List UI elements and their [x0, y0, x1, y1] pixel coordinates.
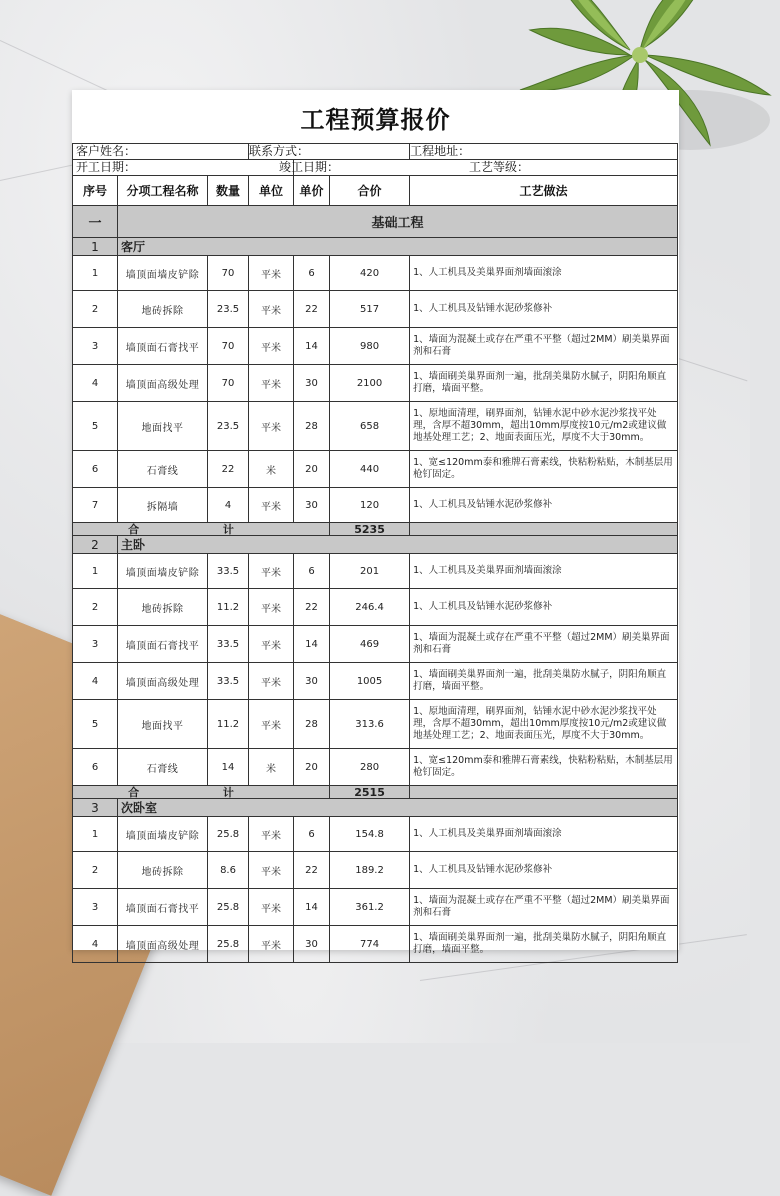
item-qty: 25.8 — [208, 889, 249, 926]
item-price: 22 — [294, 589, 330, 626]
quotation-sheet — [72, 90, 679, 955]
item-no: 2 — [73, 852, 118, 889]
item-no: 4 — [73, 663, 118, 700]
item-name: 墙顶面高级处理 — [118, 663, 208, 700]
item-no: 3 — [73, 626, 118, 663]
item-name: 墙顶面墙皮铲除 — [118, 256, 208, 291]
item-desc: 1、原地面清理，刷界面剂，钻锤水泥中砂水泥沙浆找平处理，含厚不超30mm，超出10mm厚度按10元/m2或建议做地基处理工艺；2、地面表面压光，厚度不大于30mm。 — [410, 700, 678, 749]
total-blank-cell — [410, 523, 678, 536]
major-section-row — [73, 206, 678, 238]
item-unit: 平米 — [249, 817, 294, 852]
table-row — [73, 328, 678, 365]
item-amount: 2100 — [330, 365, 410, 402]
customer-name-label: 客户姓名： — [73, 144, 249, 160]
item-qty: 11.2 — [208, 589, 249, 626]
item-desc: 1、墙面刷美巢界面剂一遍，批刮美巢防水腻子，阴阳角顺直打磨，墙面平整。 — [410, 663, 678, 700]
item-name: 墙顶面石膏找平 — [118, 889, 208, 926]
section-name: 客厅 — [118, 238, 678, 256]
item-amount: 361.2 — [330, 889, 410, 926]
item-no: 2 — [73, 291, 118, 328]
item-unit: 平米 — [249, 852, 294, 889]
item-no: 3 — [73, 889, 118, 926]
item-no: 3 — [73, 328, 118, 365]
item-unit: 平米 — [249, 402, 294, 451]
item-no: 5 — [73, 402, 118, 451]
item-desc: 1、宽≤120mm泰和雅牌石膏素线，快粘粉粘贴，木制基层用枪钉固定。 — [410, 451, 678, 488]
item-amount: 1005 — [330, 663, 410, 700]
item-price: 20 — [294, 749, 330, 786]
item-price: 14 — [294, 328, 330, 365]
total-blank-cell — [410, 786, 678, 799]
item-unit: 平米 — [249, 328, 294, 365]
item-desc: 1、人工机具及钻锤水泥砂浆修补 — [410, 852, 678, 889]
item-qty: 8.6 — [208, 852, 249, 889]
item-price: 6 — [294, 256, 330, 291]
col-header-amount: 合价 — [330, 176, 410, 206]
item-qty: 70 — [208, 256, 249, 291]
end-date-label: 竣工日期： — [279, 160, 340, 174]
item-price: 6 — [294, 554, 330, 589]
item-unit: 平米 — [249, 554, 294, 589]
item-qty: 25.8 — [208, 817, 249, 852]
item-desc: 1、墙面为混凝土或存在严重不平整（超过2MM）刷美巢界面剂和石膏 — [410, 889, 678, 926]
item-desc: 1、人工机具及钻锤水泥砂浆修补 — [410, 291, 678, 328]
document-title: 工程预算报价 — [300, 105, 451, 134]
table-row — [73, 817, 678, 852]
item-price: 30 — [294, 663, 330, 700]
item-amount: 313.6 — [330, 700, 410, 749]
item-price: 30 — [294, 365, 330, 402]
section-total-row — [73, 786, 678, 799]
quotation-table — [72, 143, 678, 963]
table-row — [73, 663, 678, 700]
table-header — [73, 176, 678, 206]
item-amount: 420 — [330, 256, 410, 291]
section-total-amount: 2515 — [330, 786, 410, 799]
item-qty: 22 — [208, 451, 249, 488]
item-unit: 平米 — [249, 291, 294, 328]
item-no: 6 — [73, 451, 118, 488]
section-row — [73, 536, 678, 554]
item-unit: 米 — [249, 451, 294, 488]
total-label: 合 计 — [73, 523, 330, 536]
item-unit: 平米 — [249, 663, 294, 700]
item-qty: 25.8 — [208, 926, 249, 963]
item-desc: 1、人工机具及美巢界面剂墙面滚涂 — [410, 554, 678, 589]
item-desc: 1、人工机具及美巢界面剂墙面滚涂 — [410, 817, 678, 852]
item-desc: 1、墙面刷美巢界面剂一遍，批刮美巢防水腻子，阴阳角顺直打磨，墙面平整。 — [410, 926, 678, 963]
table-row — [73, 889, 678, 926]
table-row — [73, 451, 678, 488]
item-name: 墙顶面高级处理 — [118, 926, 208, 963]
item-price: 14 — [294, 626, 330, 663]
item-desc: 1、墙面刷美巢界面剂一遍，批刮美巢防水腻子，阴阳角顺直打磨，墙面平整。 — [410, 365, 678, 402]
item-unit: 平米 — [249, 589, 294, 626]
item-qty: 33.5 — [208, 663, 249, 700]
info-row-2 — [73, 160, 678, 176]
item-name: 墙顶面石膏找平 — [118, 626, 208, 663]
total-label: 合 计 — [73, 786, 330, 799]
item-no: 6 — [73, 749, 118, 786]
item-amount: 517 — [330, 291, 410, 328]
section-name: 主卧 — [118, 536, 678, 554]
item-amount: 201 — [330, 554, 410, 589]
item-name: 地面找平 — [118, 402, 208, 451]
item-desc: 1、墙面为混凝土或存在严重不平整（超过2MM）刷美巢界面剂和石膏 — [410, 626, 678, 663]
item-price: 28 — [294, 700, 330, 749]
major-section-label: 基础工程 — [118, 206, 678, 238]
item-qty: 33.5 — [208, 626, 249, 663]
item-qty: 23.5 — [208, 291, 249, 328]
item-name: 墙顶面高级处理 — [118, 365, 208, 402]
item-price: 22 — [294, 852, 330, 889]
item-amount: 120 — [330, 488, 410, 523]
item-unit: 平米 — [249, 256, 294, 291]
item-qty: 70 — [208, 328, 249, 365]
item-price: 28 — [294, 402, 330, 451]
item-amount: 469 — [330, 626, 410, 663]
item-name: 墙顶面墙皮铲除 — [118, 554, 208, 589]
item-desc: 1、人工机具及钻锤水泥砂浆修补 — [410, 589, 678, 626]
item-no: 1 — [73, 817, 118, 852]
item-price: 14 — [294, 889, 330, 926]
start-date-label: 开工日期： — [73, 160, 294, 176]
item-qty: 14 — [208, 749, 249, 786]
contact-label: 联系方式： — [249, 144, 410, 160]
item-name: 墙顶面墙皮铲除 — [118, 817, 208, 852]
item-amount: 440 — [330, 451, 410, 488]
item-qty: 11.2 — [208, 700, 249, 749]
item-amount: 189.2 — [330, 852, 410, 889]
item-unit: 平米 — [249, 889, 294, 926]
item-desc: 1、人工机具及美巢界面剂墙面滚涂 — [410, 256, 678, 291]
table-row — [73, 488, 678, 523]
item-unit: 平米 — [249, 365, 294, 402]
item-unit: 平米 — [249, 700, 294, 749]
item-no: 7 — [73, 488, 118, 523]
col-header-qty: 数量 — [208, 176, 249, 206]
item-amount: 774 — [330, 926, 410, 963]
table-row — [73, 700, 678, 749]
table-row — [73, 749, 678, 786]
item-qty: 4 — [208, 488, 249, 523]
section-row — [73, 799, 678, 817]
item-amount: 280 — [330, 749, 410, 786]
table-row — [73, 554, 678, 589]
item-name: 石膏线 — [118, 749, 208, 786]
table-row — [73, 926, 678, 963]
item-desc: 1、人工机具及钻锤水泥砂浆修补 — [410, 488, 678, 523]
item-desc: 1、原地面清理，刷界面剂，钻锤水泥中砂水泥沙浆找平处理，含厚不超30mm，超出10mm厚度按10元/m2或建议做地基处理工艺；2、地面表面压光，厚度不大于30mm。 — [410, 402, 678, 451]
section-num: 2 — [73, 536, 118, 554]
item-name: 石膏线 — [118, 451, 208, 488]
item-unit: 平米 — [249, 626, 294, 663]
item-name: 拆隔墙 — [118, 488, 208, 523]
item-price: 20 — [294, 451, 330, 488]
table-row — [73, 256, 678, 291]
item-no: 4 — [73, 365, 118, 402]
table-row — [73, 589, 678, 626]
item-amount: 154.8 — [330, 817, 410, 852]
item-desc: 1、墙面为混凝土或存在严重不平整（超过2MM）刷美巢界面剂和石膏 — [410, 328, 678, 365]
item-name: 地砖拆除 — [118, 589, 208, 626]
item-price: 30 — [294, 926, 330, 963]
item-desc: 1、宽≤120mm泰和雅牌石膏素线，快粘粉粘贴，木制基层用枪钉固定。 — [410, 749, 678, 786]
col-header-price: 单价 — [294, 176, 330, 206]
item-amount: 246.4 — [330, 589, 410, 626]
craft-level-label: 工艺等级： — [469, 160, 530, 174]
section-num: 3 — [73, 799, 118, 817]
section-row — [73, 238, 678, 256]
table-row — [73, 291, 678, 328]
col-header-name: 分项工程名称 — [118, 176, 208, 206]
item-no: 1 — [73, 554, 118, 589]
item-qty: 70 — [208, 365, 249, 402]
item-name: 地砖拆除 — [118, 852, 208, 889]
item-no: 2 — [73, 589, 118, 626]
item-unit: 平米 — [249, 926, 294, 963]
item-no: 5 — [73, 700, 118, 749]
table-row — [73, 365, 678, 402]
table-row — [73, 852, 678, 889]
section-total-row — [73, 523, 678, 536]
item-unit: 平米 — [249, 488, 294, 523]
item-no: 4 — [73, 926, 118, 963]
item-qty: 23.5 — [208, 402, 249, 451]
col-header-no: 序号 — [73, 176, 118, 206]
section-num: 1 — [73, 238, 118, 256]
item-price: 6 — [294, 817, 330, 852]
section-total-amount: 5235 — [330, 523, 410, 536]
item-name: 地面找平 — [118, 700, 208, 749]
address-label: 工程地址： — [410, 144, 678, 160]
item-price: 30 — [294, 488, 330, 523]
major-section-num: 一 — [73, 206, 118, 238]
item-amount: 658 — [330, 402, 410, 451]
item-qty: 33.5 — [208, 554, 249, 589]
item-amount: 980 — [330, 328, 410, 365]
col-header-craft: 工艺做法 — [410, 176, 678, 206]
item-name: 地砖拆除 — [118, 291, 208, 328]
section-name: 次卧室 — [118, 799, 678, 817]
table-row — [73, 402, 678, 451]
item-price: 22 — [294, 291, 330, 328]
item-name: 墙顶面石膏找平 — [118, 328, 208, 365]
item-unit: 米 — [249, 749, 294, 786]
item-no: 1 — [73, 256, 118, 291]
col-header-unit: 单位 — [249, 176, 294, 206]
table-row — [73, 626, 678, 663]
info-row-1 — [73, 144, 678, 160]
